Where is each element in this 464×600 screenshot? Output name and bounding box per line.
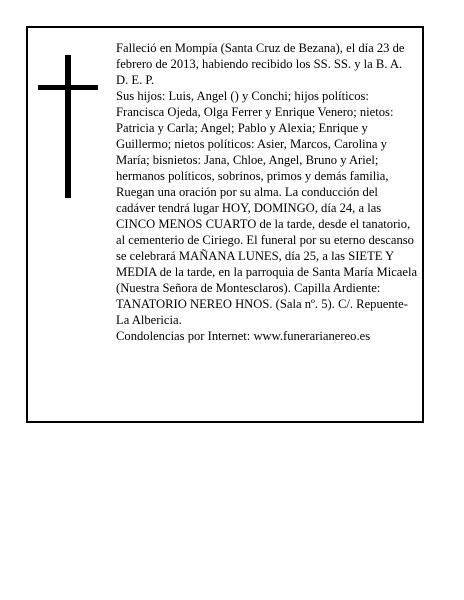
cross-vertical-bar [65, 55, 71, 198]
death-announcement: Falleció en Mompía (Santa Cruz de Bezana), el día 23 de febrero de 2013, habiendo recibido los SS. SS. y la B. A. [116, 41, 405, 71]
funeral-details: Ruegan una oración por su alma. La conducción del cadáver tendrá lugar HOY, DOMINGO, día 24, a las CINCO MENOS CUARTO de la tarde, desde el tanatorio, al cementerio de Ciriego. El funeral por su eterno descanso se celebrará MAÑANA LUNES, día 25, a las SIETE Y MEDIA de la tarde, en la parroquia de Santa María Micaela (Nuestra Señora de Montesclaros). Capilla Ardiente: TANATORIO NEREO HNOS. (Sala nº. 5). C/. Repuente-La Albericia. [116, 185, 418, 327]
notice-text [116, 40, 418, 344]
rip-abbreviation: D. E. P. [116, 73, 155, 87]
obituary-notice [26, 26, 424, 423]
cross-horizontal-bar [38, 85, 98, 90]
condolences-line: Condolencias por Internet: www.funerarianereo.es [116, 329, 371, 343]
family-list: Sus hijos: Luis, Angel () y Conchi; hijos políticos: Francisca Ojeda, Olga Ferrer y Enrique Venero; nietos: Patricia y Carla; Angel; Pablo y Alexia; Enrique y Guillermo; nietos políticos: Asier, Marcos, Carolina y María; bisnietos: Jana, Chloe, Angel, Bruno y Ariel; hermanos políticos, sobrinos, primos y demás familia, [116, 89, 394, 183]
cross-icon [38, 55, 98, 198]
